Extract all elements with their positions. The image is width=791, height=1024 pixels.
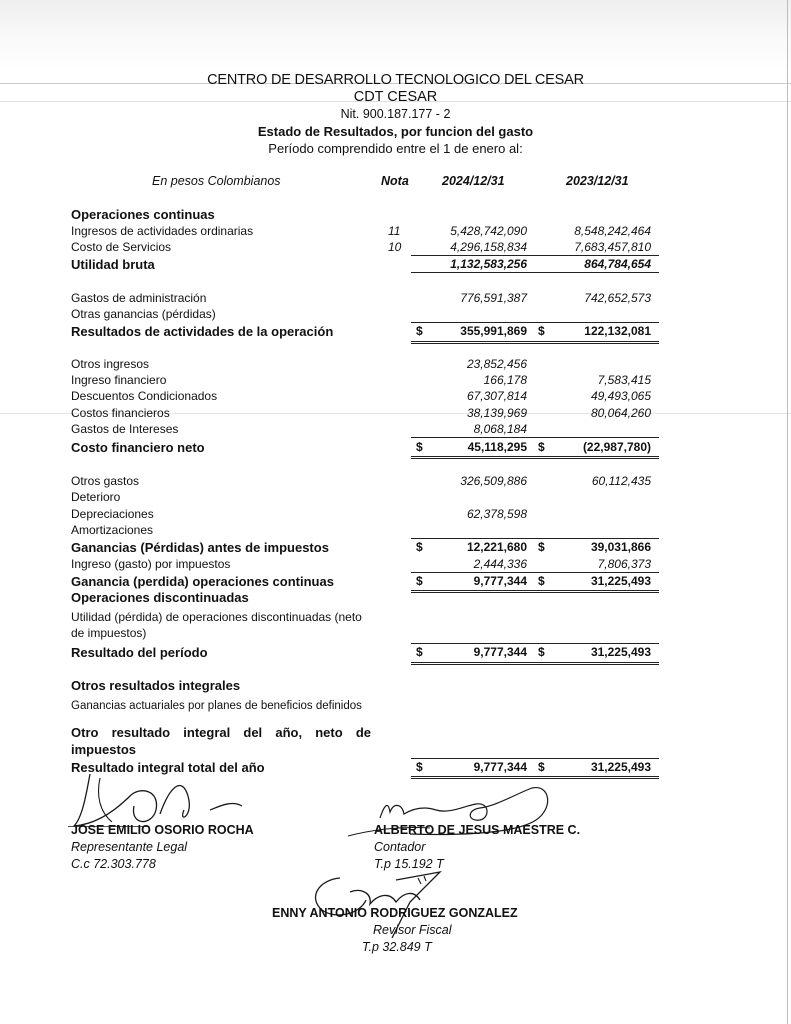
currency-sign: $ <box>538 324 545 338</box>
row-label: Ganancias (Pérdidas) antes de impuestos <box>71 540 329 555</box>
row-label: Depreciaciones <box>71 507 154 521</box>
value-2023: 31,225,493 <box>590 574 651 588</box>
row-label: Gastos de Intereses <box>71 422 179 436</box>
value-2023: 49,493,065 <box>590 389 651 403</box>
statement-row <box>0 474 791 490</box>
company-name: CENTRO DE DESARROLLO TECNOLOGICO DEL CESAR <box>207 72 584 88</box>
rule-line <box>411 255 659 256</box>
row-label: Operaciones continuas <box>71 207 215 222</box>
accountant-name: ALBERTO DE JESUS MAESTRE C. <box>374 823 581 837</box>
statement-row <box>0 307 791 323</box>
statement-row <box>0 357 791 373</box>
value-2024: 355,991,869 <box>460 324 527 338</box>
auditor-role: Revisor Fiscal <box>373 923 452 937</box>
row-label: Otras ganancias (pérdidas) <box>71 307 216 321</box>
statement-row <box>0 324 791 340</box>
value-2023: 7,683,457,810 <box>574 240 651 254</box>
value-2023: 742,652,573 <box>584 291 651 305</box>
statement-row <box>0 389 791 405</box>
statement-row <box>0 373 791 389</box>
statement-row <box>0 540 791 556</box>
statement-row <box>0 523 791 539</box>
statement-title: Estado de Resultados, por funcion del gasto <box>257 124 534 139</box>
value-2024: 38,139,969 <box>466 406 527 420</box>
rule-line <box>411 538 659 539</box>
value-2023: 7,806,373 <box>597 557 651 571</box>
company-nit: Nit. 900.187.177 - 2 <box>340 107 451 121</box>
statement-row <box>0 490 791 506</box>
row-label: Ganancias actuariales por planes de beneficios definidos <box>71 700 362 712</box>
statement-row <box>0 678 791 694</box>
row-label: Deterioro <box>71 490 121 504</box>
row-label: Costos financieros <box>71 406 170 420</box>
currency-sign: $ <box>538 540 545 554</box>
discontinued-ops-label: Utilidad (pérdida) de operaciones discontinuadas (neto de impuestos) <box>71 610 362 640</box>
statement-row <box>0 507 791 523</box>
row-label: Resultado integral total del año <box>71 760 265 775</box>
value-2023: 122,132,081 <box>584 324 651 338</box>
rule-line <box>411 437 659 438</box>
row-label: Resultados de actividades de la operación <box>71 324 334 339</box>
value-2023: 7,583,415 <box>597 373 651 387</box>
statement-row <box>0 207 791 223</box>
row-label: Gastos de administración <box>71 291 207 305</box>
double-rule-line <box>411 341 659 344</box>
row-label: Operaciones discontinuadas <box>71 590 249 605</box>
year-2023-column-header: 2023/12/31 <box>566 174 629 188</box>
statement-row <box>0 224 791 240</box>
row-label: Ingreso financiero <box>71 373 167 387</box>
currency-sign: $ <box>416 324 423 338</box>
row-label: Ingresos de actividades ordinarias <box>71 224 254 238</box>
currency-sign: $ <box>538 574 545 588</box>
row-label: Otros gastos <box>71 474 140 488</box>
statement-row <box>0 590 791 606</box>
value-2023: 31,225,493 <box>590 760 651 774</box>
row-label: Otros resultados integrales <box>71 678 241 693</box>
legal-representative-name: JOSE EMILIO OSORIO ROCHA <box>71 823 254 837</box>
currency-sign: $ <box>416 760 423 774</box>
scan-noise-top <box>0 0 791 70</box>
value-2024: 12,221,680 <box>466 540 527 554</box>
currency-sign: $ <box>538 645 545 659</box>
row-nota: 11 <box>388 224 401 238</box>
value-2024: 4,296,158,834 <box>450 240 527 254</box>
row-label: Amortizaciones <box>71 523 154 537</box>
currency-sign: $ <box>416 574 423 588</box>
value-2024: 9,777,344 <box>473 760 527 774</box>
statement-row <box>0 257 791 273</box>
value-2023: 39,031,866 <box>590 540 651 554</box>
company-acronym: CDT CESAR <box>353 89 438 105</box>
value-2024: 62,378,598 <box>466 507 527 521</box>
accountant-role: Contador <box>374 840 426 854</box>
statement-row <box>0 645 791 661</box>
row-label: Utilidad bruta <box>71 257 155 272</box>
oci-net-label: Otro resultado integral del año, neto de impuestos <box>71 725 371 757</box>
statement-row <box>0 700 791 716</box>
row-label: Costo financiero neto <box>71 440 205 455</box>
value-2024: 776,591,387 <box>460 291 527 305</box>
statement-row <box>0 574 791 590</box>
value-2023: 864,784,654 <box>584 257 651 271</box>
year-2024-column-header: 2024/12/31 <box>442 174 505 188</box>
currency-label: En pesos Colombianos <box>152 174 281 188</box>
currency-sign: $ <box>538 760 545 774</box>
double-rule-line <box>411 662 659 665</box>
statement-period: Período comprendido entre el 1 de enero al: <box>268 141 523 156</box>
value-2024: 2,444,336 <box>473 557 527 571</box>
legal-representative-role: Representante Legal <box>71 840 188 854</box>
row-label: Descuentos Condicionados <box>71 389 218 403</box>
rule-line <box>411 572 659 573</box>
row-nota: 10 <box>388 240 402 254</box>
value-2024: 45,118,295 <box>467 440 527 454</box>
value-2023: 80,064,260 <box>590 406 651 420</box>
rule-line <box>411 272 659 273</box>
row-label: Ganancia (perdida) operaciones continuas <box>71 574 334 589</box>
statement-row <box>0 240 791 256</box>
value-2024: 326,509,886 <box>460 474 527 488</box>
value-2024: 166,178 <box>483 373 527 387</box>
value-2024: 67,307,814 <box>466 389 527 403</box>
rule-line <box>411 758 659 759</box>
value-2024: 8,068,184 <box>473 422 527 436</box>
rule-line <box>411 643 659 644</box>
auditor-name: ENNY ANTONIO RODRIGUEZ GONZALEZ <box>272 906 518 920</box>
statement-row <box>0 422 791 438</box>
value-2023: 31,225,493 <box>590 645 651 659</box>
double-rule-line <box>411 776 659 779</box>
statement-row <box>0 291 791 307</box>
row-label: Resultado del período <box>71 645 208 660</box>
value-2024: 5,428,742,090 <box>450 224 527 238</box>
nota-column-header: Nota <box>381 174 409 188</box>
currency-sign: $ <box>416 440 423 454</box>
statement-row <box>0 406 791 422</box>
value-2023: (22,987,780) <box>582 440 651 454</box>
currency-sign: $ <box>416 540 423 554</box>
rule-line <box>411 322 659 323</box>
value-2024: 9,777,344 <box>473 645 527 659</box>
value-2024: 1,132,583,256 <box>450 257 527 271</box>
value-2024: 9,777,344 <box>473 574 527 588</box>
statement-row <box>0 440 791 456</box>
statement-row <box>0 557 791 573</box>
legal-representative-id: C.c 72.303.778 <box>71 857 156 871</box>
auditor-id: T.p 32.849 T <box>362 940 432 954</box>
value-2023: 60,112,435 <box>591 474 651 488</box>
row-label: Otros ingresos <box>71 357 150 371</box>
row-label: Costo de Servicios <box>71 240 172 254</box>
row-label: Ingreso (gasto) por impuestos <box>71 557 231 571</box>
value-2023: 8,548,242,464 <box>574 224 651 238</box>
double-rule-line <box>411 456 659 459</box>
value-2024: 23,852,456 <box>466 357 527 371</box>
currency-sign: $ <box>538 440 545 454</box>
accountant-id: T.p 15.192 T <box>374 857 444 871</box>
currency-sign: $ <box>416 645 423 659</box>
